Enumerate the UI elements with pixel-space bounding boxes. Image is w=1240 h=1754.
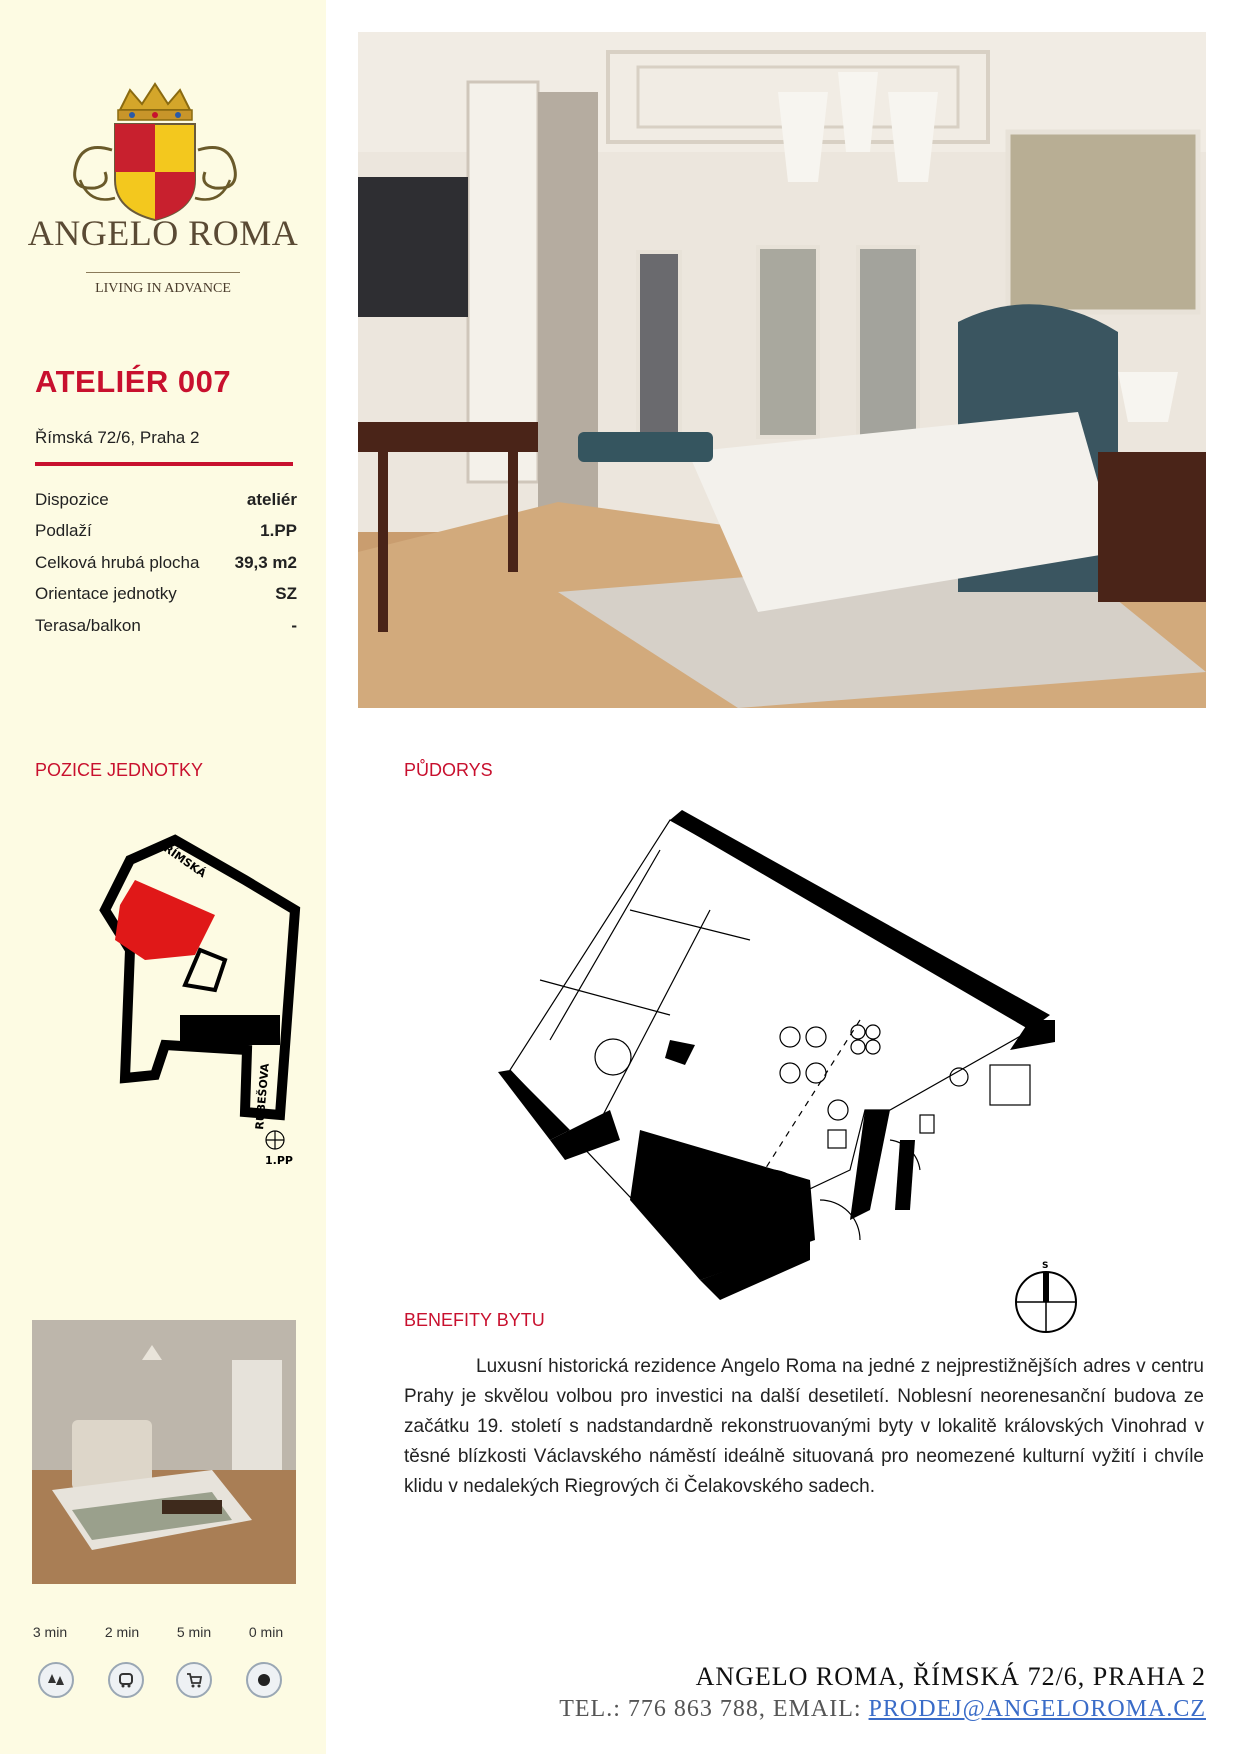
shopping-cart-icon bbox=[176, 1662, 212, 1698]
spec-table bbox=[35, 484, 297, 642]
center-dot-icon bbox=[246, 1662, 282, 1698]
spec-value: ateliér bbox=[246, 489, 297, 509]
footer-address: ANGELO ROMA, ŘÍMSKÁ 72/6, PRAHA 2 bbox=[695, 1662, 1206, 1691]
floorplan-heading: PŮDORYS bbox=[404, 760, 493, 780]
spec-row bbox=[35, 516, 297, 548]
interior-thumbnail bbox=[32, 1320, 296, 1584]
travel-time: 3 min bbox=[32, 1624, 68, 1640]
compass-small-icon bbox=[266, 1131, 284, 1149]
position-heading: POZICE JEDNOTKY bbox=[35, 760, 204, 780]
travel-time: 0 min bbox=[248, 1624, 284, 1640]
spec-value: - bbox=[291, 615, 297, 635]
spec-label: Dispozice bbox=[35, 489, 109, 509]
crown-icon bbox=[118, 84, 192, 120]
spec-label: Terasa/balkon bbox=[35, 615, 141, 635]
floor-plan bbox=[470, 810, 1120, 1320]
spec-value: 1.PP bbox=[260, 521, 297, 541]
sidebar bbox=[0, 0, 326, 1754]
spec-row bbox=[35, 547, 297, 579]
spec-row bbox=[35, 484, 297, 516]
floor-label: 1.PP bbox=[265, 1154, 293, 1167]
street-label-rimska: ŘÍMSKÁ bbox=[161, 841, 209, 881]
angelo-roma-crest-logo bbox=[20, 80, 310, 300]
compass-label: S bbox=[1042, 1261, 1049, 1271]
benefits-paragraph: Luxusní historická rezidence Angelo Roma na jedné z nejprestižnějších adres v centru Prahy je skvělou volbou pro investici na další desetiletí. Noblesní neorenesanční budova ze začátku 19. století s nadstandardně rekonstruovanými byty v lokalitě královských Vinohrad v těsné blízkosti Václavského náměstí ideálně situovaná pro neomezené kulturní vyžití i chvíle klidu v nedalekých Riegrových či Čelakovského sadech. bbox=[404, 1356, 1204, 1497]
street-label-rubesova: RUBEŠOVA bbox=[253, 1062, 272, 1131]
spec-label: Celková hrubá plocha bbox=[35, 552, 200, 572]
travel-time: 2 min bbox=[104, 1624, 140, 1640]
footer-phone: TEL.: 776 863 788, EMAIL: bbox=[559, 1696, 869, 1722]
unit-title: ATELIÉR 007 bbox=[35, 364, 232, 399]
travel-time: 5 min bbox=[176, 1624, 212, 1640]
divider bbox=[35, 462, 293, 466]
spec-row bbox=[35, 579, 297, 611]
compass-icon bbox=[1006, 1258, 1086, 1338]
hero-bedroom-image bbox=[358, 32, 1206, 708]
brand-tagline: LIVING IN ADVANCE bbox=[86, 272, 240, 297]
spec-row bbox=[35, 610, 297, 642]
spec-label: Orientace jednotky bbox=[35, 584, 177, 604]
benefits-heading: BENEFITY BYTU bbox=[404, 1310, 545, 1330]
unit-address: Římská 72/6, Praha 2 bbox=[35, 428, 200, 447]
spec-value: SZ bbox=[275, 584, 297, 604]
shield-icon bbox=[115, 124, 195, 220]
metro-icon bbox=[108, 1662, 144, 1698]
spec-value: 39,3 m2 bbox=[234, 552, 297, 572]
footer-contact bbox=[559, 1696, 1206, 1723]
location-map bbox=[85, 820, 315, 1180]
spec-label: Podlaží bbox=[35, 521, 92, 541]
email-link[interactable]: PRODEJ@ANGELOROMA.CZ bbox=[868, 1696, 1206, 1722]
park-icon bbox=[38, 1662, 74, 1698]
brand-name: ANGELO ROMA bbox=[27, 213, 299, 253]
